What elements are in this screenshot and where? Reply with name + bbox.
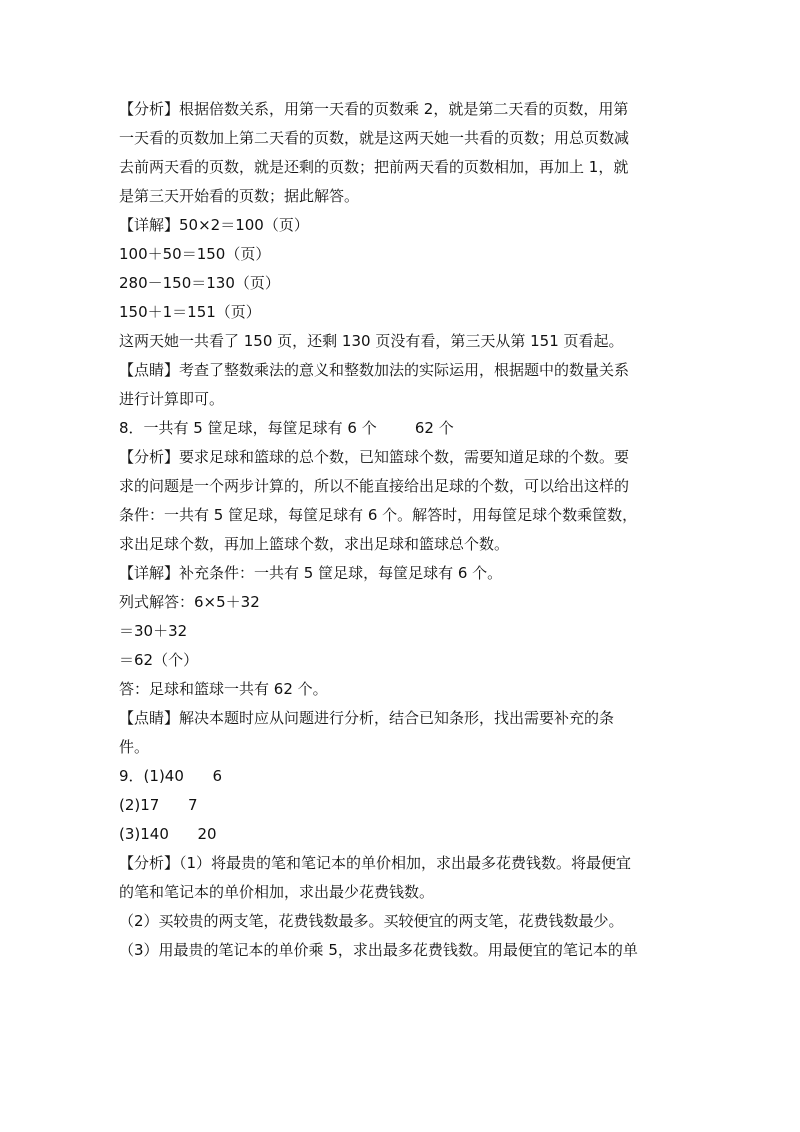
text-line: 答：足球和篮球一共有 62 个。 xyxy=(119,680,328,698)
text-line: (2)17 7 xyxy=(119,796,198,814)
text-line: 【点睛】考查了整数乘法的意义和整数加法的实际运用，根据题中的数量关系 xyxy=(119,361,630,379)
text-line: 【详解】补充条件：一共有 5 筐足球，每筐足球有 6 个。 xyxy=(119,564,503,582)
text-line: (3)140 20 xyxy=(119,825,217,843)
text-line: 100＋50＝150（页） xyxy=(119,245,271,263)
text-line: 这两天她一共看了 150 页，还剩 130 页没有看，第三天从第 151 页看起。 xyxy=(119,332,624,350)
text-line: ＝62（个） xyxy=(119,651,199,669)
text-line: 件。 xyxy=(119,738,150,756)
text-line: 去前两天看的页数，就是还剩的页数；把前两天看的页数相加，再加上 1，就 xyxy=(119,158,629,176)
text-line: 列式解答：6×5＋32 xyxy=(119,593,260,611)
text-line: 求出足球个数，再加上篮球个数，求出足球和篮球总个数。 xyxy=(119,535,510,553)
text-line: 是第三天开始看的页数；据此解答。 xyxy=(119,187,360,205)
question-9-answer: 9．(1)40 6 xyxy=(119,767,223,785)
text-line: 【分析】根据倍数关系，用第一天看的页数乘 2，就是第二天看的页数，用第 xyxy=(119,100,629,118)
text-line: 一天看的页数加上第二天看的页数，就是这两天她一共看的页数；用总页数减 xyxy=(119,129,630,147)
text-line: 150＋1＝151（页） xyxy=(119,303,261,321)
text-line: 的笔和笔记本的单价相加，求出最少花费钱数。 xyxy=(119,883,435,901)
text-line: 求的问题是一个两步计算的，所以不能直接给出足球的个数，可以给出这样的 xyxy=(119,477,630,495)
text-line: 进行计算即可。 xyxy=(119,390,225,408)
text-line: 条件：一共有 5 筐足球，每筐足球有 6 个。解答时，用每筐足球个数乘筐数， xyxy=(119,506,638,524)
text-line: 【点睛】解决本题时应从问题进行分析，结合已知条形，找出需要补充的条 xyxy=(119,709,615,727)
text-line: 【详解】50×2＝100（页） xyxy=(119,216,309,234)
text-line: 【分析】要求足球和篮球的总个数，已知篮球个数，需要知道足球的个数。要 xyxy=(119,448,630,466)
document-page xyxy=(119,95,709,965)
question-8-answer: 8．一共有 5 筐足球，每筐足球有 6 个 62 个 xyxy=(119,419,454,437)
text-line: 280－150＝130（页） xyxy=(119,274,280,292)
text-line: 【分析】（1）将最贵的笔和笔记本的单价相加，求出最多花费钱数。将最便宜 xyxy=(119,854,632,872)
text-line: ＝30＋32 xyxy=(119,622,188,640)
text-line: （3）用最贵的笔记本的单价乘 5，求出最多花费钱数。用最便宜的笔记本的单 xyxy=(119,941,638,959)
text-line: （2）买较贵的两支笔，花费钱数最多。买较便宜的两支笔，花费钱数最少。 xyxy=(119,912,624,930)
